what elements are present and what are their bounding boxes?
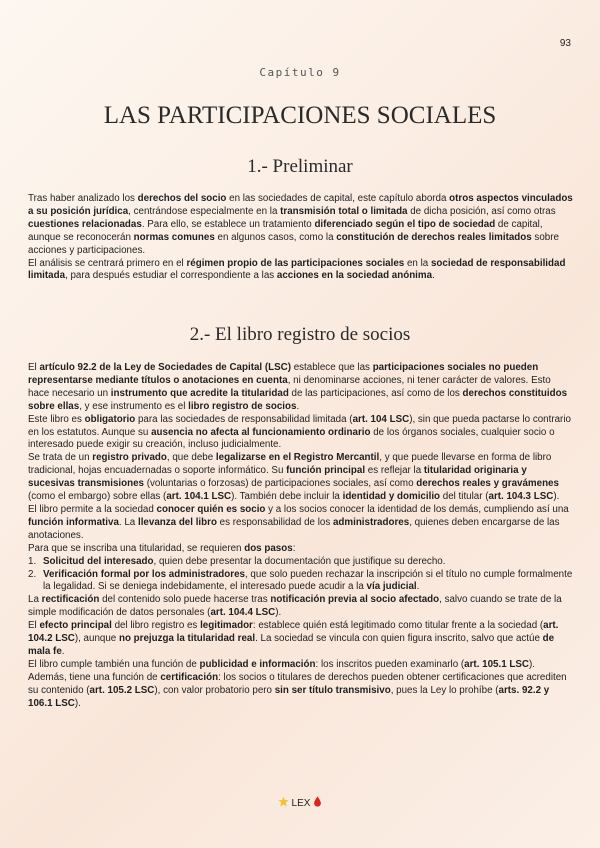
paragraph: El efecto principal del libro registro es legitimador: establece quién está legitimado como titular frente a la sociedad (art. 104.2 LSC), aunque no prejuzga la titularidad real. La sociedad se vincula con quien figura inscrito, salvo que actúe de mala fe.: [28, 620, 559, 657]
list-item-text: Solicitud del interesado, quien debe presentar la documentación que justifique su derecho.: [43, 555, 446, 567]
chapter-label: Capítulo 9: [259, 66, 341, 79]
paragraph: Este libro es obligatorio para las sociedades de responsabilidad limitada (art. 104 LSC), sin que pueda pactarse lo contrario en los estatutos. Aunque su ausencia no afecta al funcionamiento ordinario de los órganos sociales, cualquier socio o interesado puede exigir su creación, incluso judicialmente.: [28, 413, 571, 451]
paragraph: El libro cumple también una función de publicidad e información: los inscritos pueden examinarlo (art. 105.1 LSC). Además, tiene una función de certificación: los socios o titulares de derechos pueden obtener certificaciones que acrediten su contenido (art. 105.2 LSC), con valor probatorio pero sin ser título transmisivo, pues la Ley lo prohíbe (arts. 92.2 y 106.1 LSC).: [28, 658, 567, 709]
footer-logo: [0, 796, 600, 809]
steps-list: [28, 556, 573, 595]
paragraph: Se trata de un registro privado, que debe legalizarse en el Registro Mercantil, y que puede llevarse en forma de libro tradicional, hojas encuadernadas o soporte informático. Su función principal es reflejar la titularidad originaria y sucesivas transmisiones (voluntarias o forzosas) de participaciones sociales, así como derechos reales y gravámenes (como el embargo) sobre ellas (art. 104.1 LSC). También debe incluir la identidad y domicilio del titular (art. 104.3 LSC).: [28, 452, 560, 503]
section-body-libro-registro: [28, 362, 573, 710]
paragraph: Para que se inscriba una titularidad, se requieren dos pasos:: [28, 542, 296, 554]
list-item-number: 1.: [28, 555, 37, 567]
list-item: [28, 569, 573, 595]
list-item-number: 2.: [28, 568, 37, 580]
list-item: [28, 556, 573, 569]
paragraph: El análisis se centrará primero en el régimen propio de las participaciones sociales en la sociedad de responsabilidad limitada, para después estudiar el correspondiente a las acciones en la sociedad anónima.: [28, 257, 566, 282]
section-body-preliminar: [28, 193, 573, 283]
paragraph: Tras haber analizado los derechos del socio en las sociedades de capital, este capítulo aborda otros aspectos vinculados a su posición jurídica, centrándose especialmente en la transmisión total o limitada de dicha posición, así como otras cuestiones relacionadas. Para ello, se establece un tratamiento diferenciado según el tipo de sociedad de capital, aunque se reconocerán normas comunes en algunos casos, como la constitución de derechos reales limitados sobre acciones y participaciones.: [28, 193, 573, 256]
star-icon: [278, 796, 289, 807]
section-title-preliminar: 1.- Preliminar: [247, 156, 353, 177]
paragraph: El artículo 92.2 de la Ley de Sociedades de Capital (LSC) establece que las participaciones sociales no pueden representarse mediante títulos o anotaciones en cuenta, ni denominarse acciones, ni tener carácter de valores. Esto hace necesario un instrumento que acredite la titularidad de las participaciones, así como de los derechos constituidos sobre ellas, y ese instrumento es el libro registro de socios.: [28, 362, 568, 412]
chapter-title: LAS PARTICIPACIONES SOCIALES: [103, 102, 497, 129]
footer-text: LEX: [291, 798, 311, 809]
paragraph: El libro permite a la sociedad conocer quién es socio y a los socios conocer la identidad de los demás, cumpliendo así una función informativa. La llevanza del libro es responsabilidad de los administradores, quienes deben encargarse de las anotaciones.: [28, 503, 569, 541]
list-item-text: Verificación formal por los administradores, que solo pueden rechazar la inscripción si el título no cumple formalmente la legalidad. Si se deniega indebidamente, el interesado puede acudir a la vía judicial.: [43, 568, 573, 593]
paragraph: La rectificación del contenido solo puede hacerse tras notificación previa al socio afectado, salvo cuando se trate de la simple modificación de datos personales (art. 104.4 LSC).: [28, 594, 562, 619]
page-number: 93: [559, 38, 571, 49]
drop-icon: [313, 796, 322, 807]
section-title-libro-registro: 2.- El libro registro de socios: [189, 324, 411, 345]
